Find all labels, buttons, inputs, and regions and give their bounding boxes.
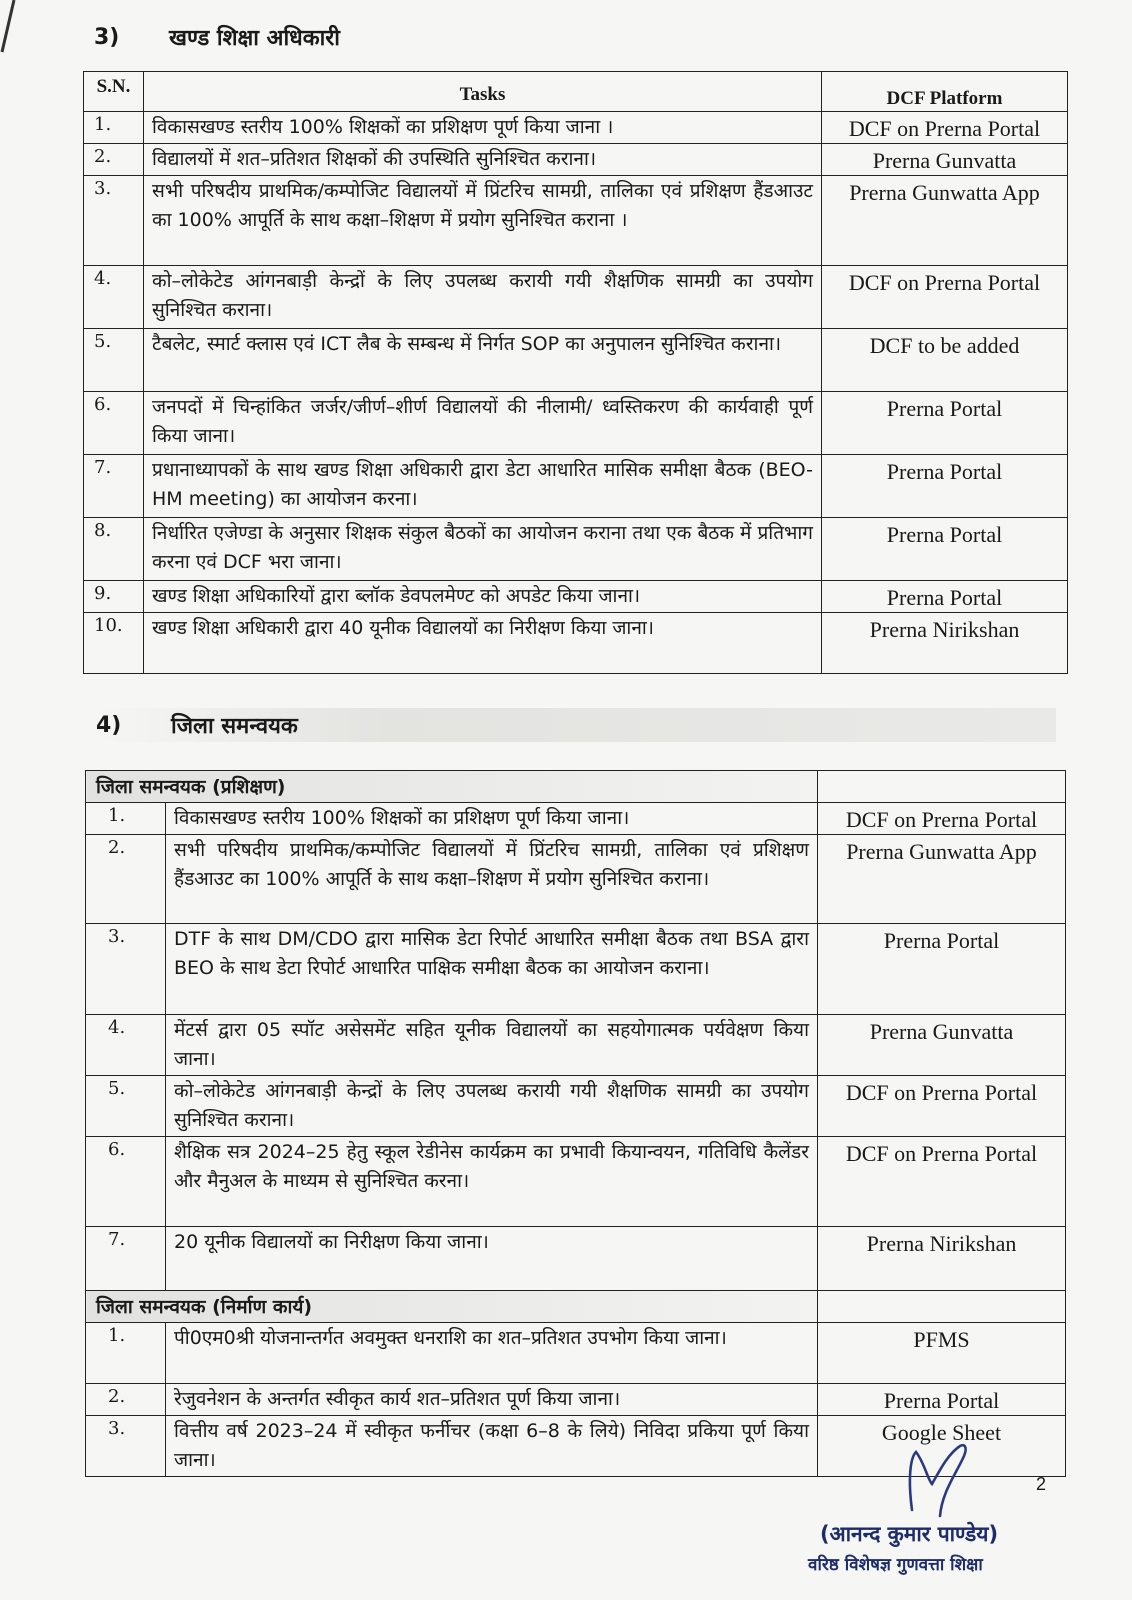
- row-task: जनपदों में चिन्हांकित जर्जर/जीर्ण–शीर्ण विद्यालयों की नीलामी/ ध्वस्तिकरण की कार्यवाही पूर्ण किया जाना।: [144, 392, 822, 455]
- table-row: [86, 803, 1066, 835]
- row-task: वित्तीय वर्ष 2023–24 में स्वीकृत फर्नीचर (कक्षा 6–8 के लिये) निविदा प्रकिया पूर्ण किया जाना।: [166, 1416, 818, 1477]
- row-platform: Prerna Portal: [818, 1384, 1066, 1416]
- header-sn: S.N.: [84, 72, 144, 112]
- row-platform: Prerna Portal: [818, 924, 1066, 1015]
- row-task: मेंटर्स द्वारा 05 स्पॉट असेसमेंट सहित यूनीक विद्यालयों का सहयोगात्मक पर्यवेक्षण किया जाना।: [166, 1015, 818, 1076]
- row-platform: DCF on Prerna Portal: [818, 1076, 1066, 1137]
- row-task: सभी परिषदीय प्राथमिक/कम्पोजिट विद्यालयों में प्रिंटरिच सामग्री, तालिका एवं प्रशिक्षण हैंडआउट का 100% आपूर्ति के साथ कक्षा–शिक्षण में प्रयोग सुनिश्चित कराना।: [166, 835, 818, 924]
- row-task: विकासखण्ड स्तरीय 100% शिक्षकों का प्रशिक्षण पूर्ण किया जाना।: [166, 803, 818, 835]
- table-row: [84, 518, 1068, 581]
- header-tasks: Tasks: [144, 72, 822, 112]
- group-title: जिला समन्वयक (निर्माण कार्य): [86, 1291, 818, 1323]
- row-sn: 2.: [84, 144, 144, 176]
- row-platform: DCF on Prerna Portal: [818, 1137, 1066, 1227]
- row-platform: Prerna Nirikshan: [818, 1227, 1066, 1291]
- row-sn: 4.: [84, 266, 144, 329]
- table-row: [84, 144, 1068, 176]
- row-task: विकासखण्ड स्तरीय 100% शिक्षकों का प्रशिक्षण पूर्ण किया जाना ।: [144, 112, 822, 144]
- row-sn: 7.: [84, 455, 144, 518]
- table-row: [84, 581, 1068, 613]
- row-platform: DCF on Prerna Portal: [822, 112, 1068, 144]
- group-header-row: [86, 1291, 1066, 1323]
- section-3-title: खण्ड शिक्षा अधिकारी: [169, 26, 340, 51]
- row-platform: Prerna Portal: [822, 581, 1068, 613]
- row-task: विद्यालयों में शत–प्रतिशत शिक्षकों की उपस्थिति सुनिश्चित कराना।: [144, 144, 822, 176]
- row-sn: 1.: [86, 803, 166, 835]
- handwritten-signature: [898, 1440, 988, 1520]
- row-task: शैक्षिक सत्र 2024–25 हेतु स्कूल रेडीनेस कार्यक्रम का प्रभावी कियान्वयन, गतिविधि कैलेंडर और मैनुअल के माध्यम से सुनिश्चित करना।: [166, 1137, 818, 1227]
- signatory-name: (आनन्द कुमार पाण्डेय): [820, 1522, 999, 1546]
- row-sn: 10.: [84, 613, 144, 674]
- row-sn: 7.: [86, 1227, 166, 1291]
- page-number: 2: [1035, 1474, 1046, 1494]
- row-sn: 2.: [86, 835, 166, 924]
- table-row: [86, 1076, 1066, 1137]
- table-row: [86, 835, 1066, 924]
- section-3-heading: [94, 22, 340, 52]
- row-task: टैबलेट, स्मार्ट क्लास एवं ICT लैब के सम्बन्ध में निर्गत SOP का अनुपालन सुनिश्चित कराना।: [144, 329, 822, 392]
- row-platform: Prerna Portal: [822, 518, 1068, 581]
- row-platform: Prerna Gunvatta: [822, 144, 1068, 176]
- table-row: [84, 392, 1068, 455]
- group-header-row: [86, 771, 1066, 803]
- header-platform: DCF Platform: [822, 72, 1068, 112]
- table-row: [86, 1015, 1066, 1076]
- row-platform: Prerna Gunwatta App: [818, 835, 1066, 924]
- table-row: [84, 329, 1068, 392]
- row-sn: 9.: [84, 581, 144, 613]
- row-platform: Prerna Gunvatta: [818, 1015, 1066, 1076]
- row-platform: Prerna Portal: [822, 392, 1068, 455]
- row-sn: 5.: [84, 329, 144, 392]
- row-sn: 3.: [86, 924, 166, 1015]
- section-4-title: जिला समन्वयक: [171, 714, 298, 739]
- row-task: रेजुवनेशन के अन्तर्गत स्वीकृत कार्य शत–प्रतिशत पूर्ण किया जाना।: [166, 1384, 818, 1416]
- table-row: [86, 924, 1066, 1015]
- section-3-number: 3): [94, 24, 120, 50]
- row-task: DTF के साथ DM/CDO द्वारा मासिक डेटा रिपोर्ट आधारित समीक्षा बैठक तथा BSA द्वारा BEO के साथ डेटा रिपोर्ट आधारित पाक्षिक समीक्षा बैठक का आयोजन कराना।: [166, 924, 818, 1015]
- row-sn: 5.: [86, 1076, 166, 1137]
- row-task: को–लोकेटेड आंगनबाड़ी केन्द्रों के लिए उपलब्ध करायी गयी शैक्षणिक सामग्री का उपयोग सुनिश्चित कराना।: [144, 266, 822, 329]
- district-coordinator-table: [85, 770, 1066, 1477]
- group-header-blank: [818, 771, 1066, 803]
- row-platform: DCF on Prerna Portal: [818, 803, 1066, 835]
- table-row: [84, 176, 1068, 266]
- row-task: प्रधानाध्यापकों के साथ खण्ड शिक्षा अधिकारी द्वारा डेटा आधारित मासिक समीक्षा बैठक (BEO-HM meeting) का आयोजन करना।: [144, 455, 822, 518]
- row-platform: PFMS: [818, 1323, 1066, 1384]
- section-4-number: 4): [96, 712, 122, 738]
- row-task: 20 यूनीक विद्यालयों का निरीक्षण किया जाना।: [166, 1227, 818, 1291]
- table-row: [84, 266, 1068, 329]
- row-sn: 1.: [84, 112, 144, 144]
- row-task: खण्ड शिक्षा अधिकारी द्वारा 40 यूनीक विद्यालयों का निरीक्षण किया जाना।: [144, 613, 822, 674]
- row-sn: 2.: [86, 1384, 166, 1416]
- signatory-designation: वरिष्ठ विशेषज्ञ गुणवत्ता शिक्षा: [808, 1555, 983, 1575]
- row-platform: Prerna Gunwatta App: [822, 176, 1068, 266]
- row-task: खण्ड शिक्षा अधिकारियों द्वारा ब्लॉक डेवपलमेण्ट को अपडेट किया जाना।: [144, 581, 822, 613]
- row-sn: 6.: [86, 1137, 166, 1227]
- row-sn: 4.: [86, 1015, 166, 1076]
- table-row: [84, 455, 1068, 518]
- table-row: [86, 1323, 1066, 1384]
- row-task: सभी परिषदीय प्राथमिक/कम्पोजिट विद्यालयों में प्रिंटरिच सामग्री, तालिका एवं प्रशिक्षण हैंडआउट का 100% आपूर्ति के साथ कक्षा–शिक्षण में प्रयोग सुनिश्चित कराना ।: [144, 176, 822, 266]
- row-task: को–लोकेटेड आंगनबाड़ी केन्द्रों के लिए उपलब्ध करायी गयी शैक्षणिक सामग्री का उपयोग सुनिश्चित कराना।: [166, 1076, 818, 1137]
- row-platform: DCF on Prerna Portal: [822, 266, 1068, 329]
- section-4-heading: [96, 708, 1056, 742]
- row-sn: 3.: [86, 1416, 166, 1477]
- row-task: निर्धारित एजेण्डा के अनुसार शिक्षक संकुल बैठकों का आयोजन कराना तथा एक बैठक में प्रतिभाग करना एवं DCF भरा जाना।: [144, 518, 822, 581]
- table-row: [86, 1137, 1066, 1227]
- row-platform: Google Sheet: [818, 1416, 1066, 1477]
- row-sn: 3.: [84, 176, 144, 266]
- table-row: [86, 1227, 1066, 1291]
- table-row: [86, 1384, 1066, 1416]
- row-task: पी0एम0श्री योजनान्तर्गत अवमुक्त धनराशि का शत–प्रतिशत उपभोग किया जाना।: [166, 1323, 818, 1384]
- table-row: [84, 613, 1068, 674]
- row-sn: 6.: [84, 392, 144, 455]
- group-header-blank: [818, 1291, 1066, 1323]
- table-header-row: [84, 72, 1068, 112]
- row-sn: 1.: [86, 1323, 166, 1384]
- beo-tasks-table: [83, 71, 1068, 674]
- table-row: [84, 112, 1068, 144]
- row-platform: DCF to be added: [822, 329, 1068, 392]
- group-title: जिला समन्वयक (प्रशिक्षण): [86, 771, 818, 803]
- row-platform: Prerna Nirikshan: [822, 613, 1068, 674]
- row-platform: Prerna Portal: [822, 455, 1068, 518]
- row-sn: 8.: [84, 518, 144, 581]
- scan-edge-mark: [0, 0, 40, 60]
